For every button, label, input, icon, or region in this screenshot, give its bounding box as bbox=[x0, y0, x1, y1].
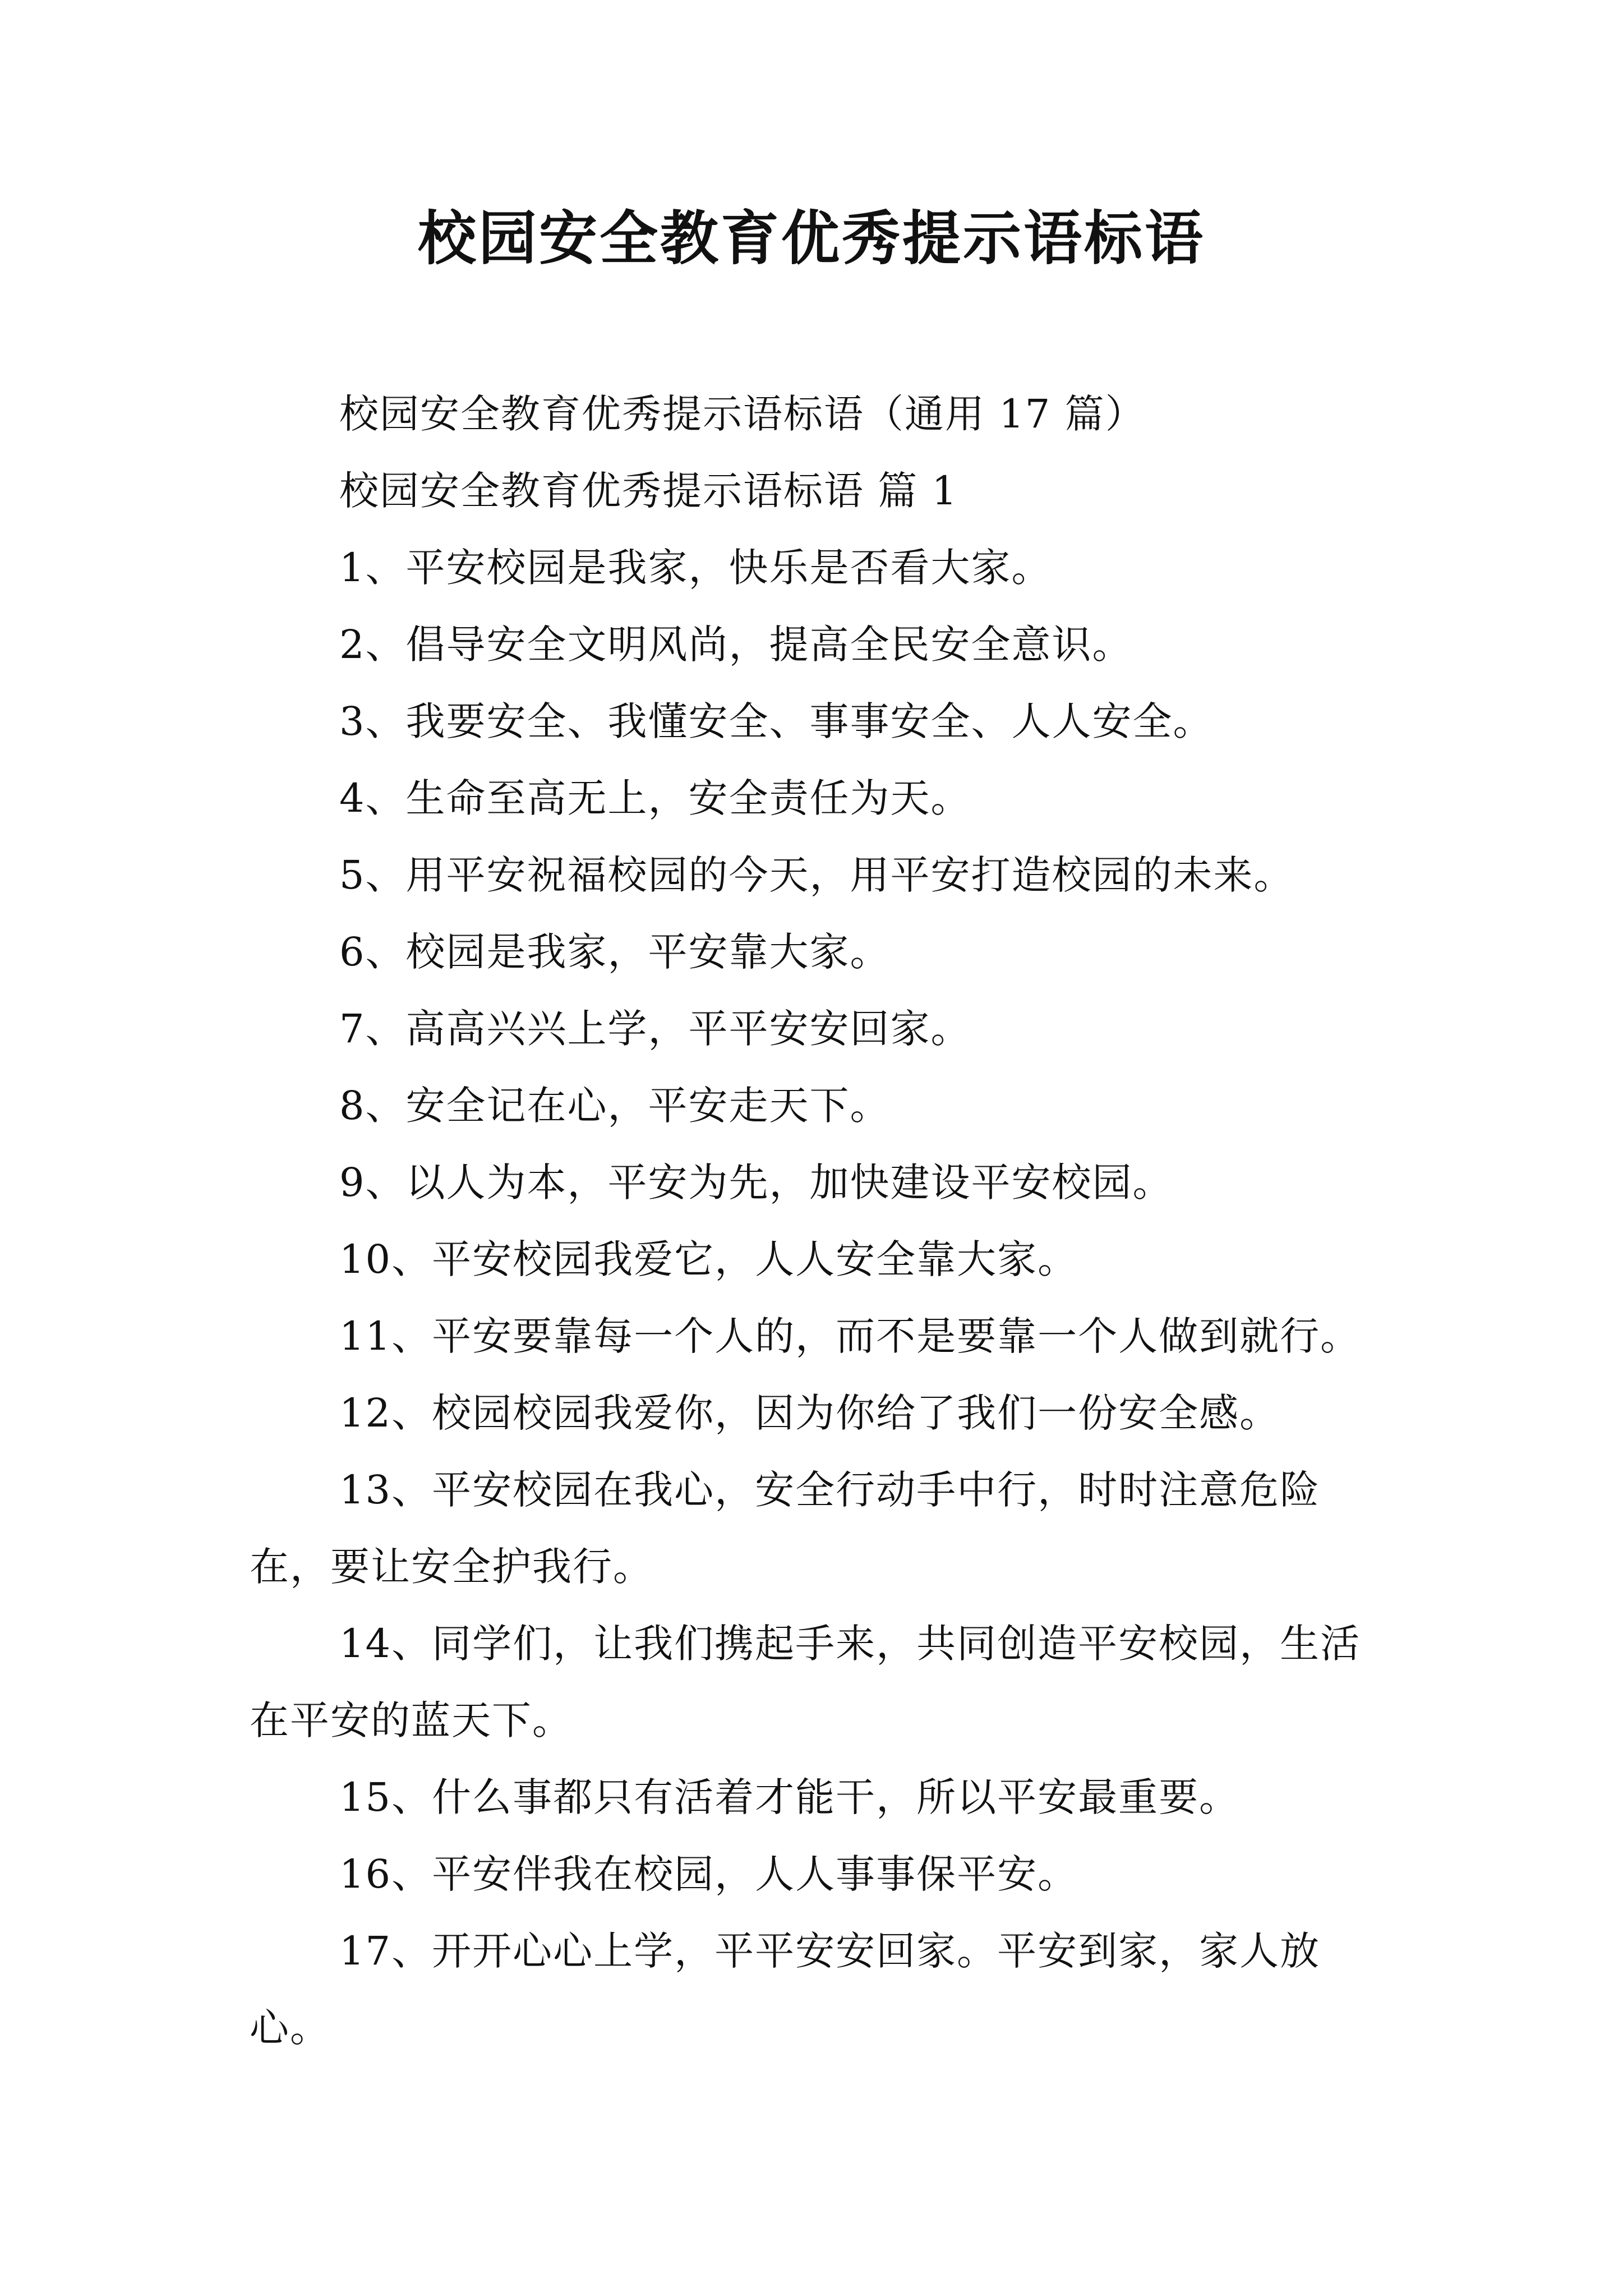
slogan-item-10: 10、平安校园我爱它，人人安全靠大家。 bbox=[339, 1236, 1078, 1282]
subtitle-paragraph: 校园安全教育优秀提示语标语（通用 17 篇） bbox=[339, 391, 1146, 437]
slogan-item-5: 5、用平安祝福校园的今天，用平安打造校园的未来。 bbox=[339, 852, 1294, 898]
slogan-item-11: 11、平安要靠每一个人的，而不是要靠一个人做到就行。 bbox=[339, 1313, 1361, 1359]
slogan-item-12: 12、校园校园我爱你，因为你给了我们一份安全感。 bbox=[339, 1390, 1280, 1436]
slogan-item-4: 4、生命至高无上，安全责任为天。 bbox=[339, 775, 971, 821]
slogan-item-14: 14、同学们，让我们携起手来，共同创造平安校园，生活在平安的蓝天下。 bbox=[250, 1621, 1361, 1743]
slogan-item-16: 16、平安伴我在校园，人人事事保平安。 bbox=[339, 1851, 1078, 1897]
slogan-item-3: 3、我要安全、我懂安全、事事安全、人人安全。 bbox=[339, 698, 1214, 744]
document-body bbox=[250, 376, 1382, 2067]
slogan-item-15: 15、什么事都只有活着才能干，所以平安最重要。 bbox=[339, 1774, 1240, 1820]
slogan-item-17: 17、开开心心上学，平平安安回家。平安到家，家人放心。 bbox=[250, 1928, 1321, 2051]
slogan-item-13: 13、平安校园在我心，安全行动手中行，时时注意危险在，要让安全护我行。 bbox=[250, 1467, 1321, 1590]
slogan-item-8: 8、安全记在心，平安走天下。 bbox=[339, 1083, 891, 1129]
section-heading: 校园安全教育优秀提示语标语 篇 1 bbox=[339, 468, 958, 514]
slogan-item-7: 7、高高兴兴上学，平平安安回家。 bbox=[339, 1006, 971, 1052]
slogan-item-9: 9、以人为本，平安为先，加快建设平安校园。 bbox=[339, 1159, 1173, 1205]
slogan-item-6: 6、校园是我家，平安靠大家。 bbox=[339, 929, 891, 975]
document-title: 校园安全教育优秀提示语标语 bbox=[417, 204, 1205, 273]
slogan-item-1: 1、平安校园是我家，快乐是否看大家。 bbox=[339, 545, 1052, 591]
slogan-item-2: 2、倡导安全文明风尚，提高全民安全意识。 bbox=[339, 622, 1133, 668]
